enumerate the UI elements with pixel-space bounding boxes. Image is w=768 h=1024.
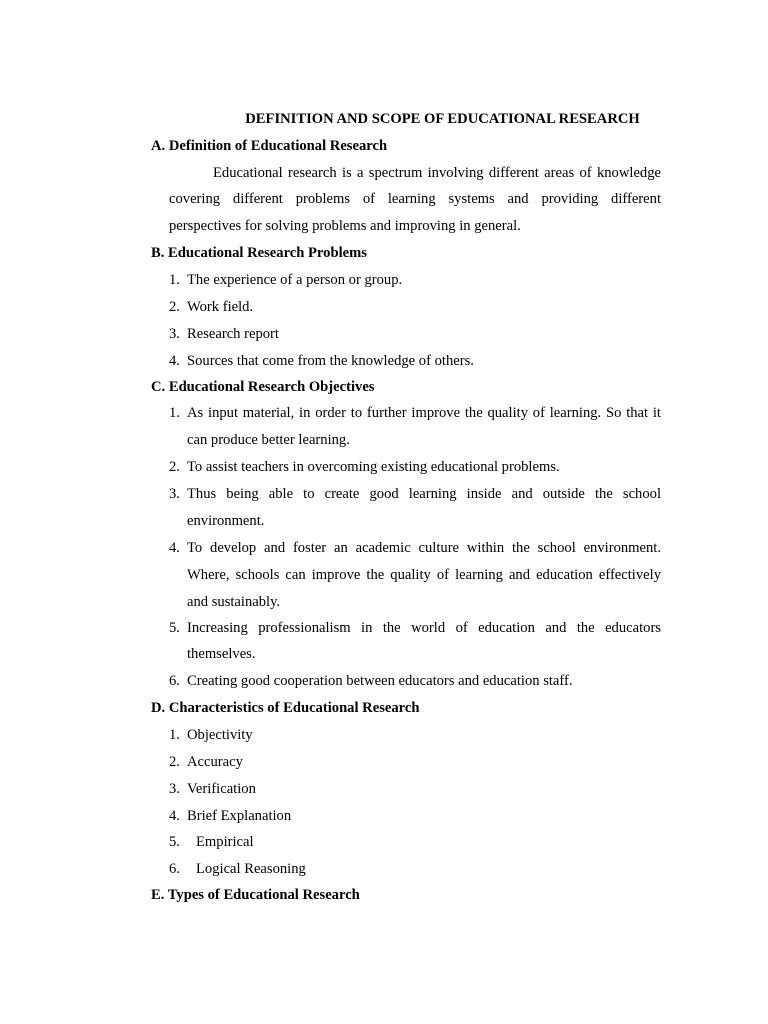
- list-item: To assist teachers in overcoming existing educational problems.: [187, 459, 560, 475]
- page-title: DEFINITION AND SCOPE OF EDUCATIONAL RESEARCH: [245, 111, 640, 127]
- list-item: Empirical: [196, 834, 254, 850]
- list-number: 5.: [169, 834, 180, 850]
- list-number: 6.: [169, 861, 180, 877]
- list-number: 2.: [169, 299, 180, 315]
- list-number: 1.: [169, 405, 180, 421]
- list-number: 6.: [169, 673, 180, 689]
- list-number: 4.: [169, 808, 180, 824]
- list-item: Brief Explanation: [187, 808, 292, 824]
- list-item: Work field.: [187, 299, 254, 315]
- list-number: 2.: [169, 754, 180, 770]
- list-item: Creating good cooperation between educators and education staff.: [187, 673, 573, 689]
- list-number: 1.: [169, 272, 180, 288]
- section-b-heading: B. Educational Research Problems: [151, 245, 367, 261]
- list-item-continuation: themselves.: [187, 646, 256, 662]
- list-number: 2.: [169, 459, 180, 475]
- list-item: Logical Reasoning: [196, 861, 306, 877]
- list-item-continuation: Where, schools can improve the quality of learning and education effectively: [187, 567, 661, 583]
- section-a-paragraph-line: perspectives for solving problems and improving in general.: [169, 218, 521, 234]
- list-number: 3.: [169, 486, 180, 502]
- list-item-continuation: environment.: [187, 513, 265, 529]
- section-e-heading: E. Types of Educational Research: [151, 887, 360, 903]
- list-number: 1.: [169, 727, 180, 743]
- list-item-continuation: can produce better learning.: [187, 432, 350, 448]
- list-item: Increasing professionalism in the world of education and the educators: [187, 620, 661, 636]
- list-item-continuation: and sustainably.: [187, 594, 281, 610]
- list-item: Thus being able to create good learning inside and outside the school: [187, 486, 661, 502]
- list-number: 4.: [169, 540, 180, 556]
- section-d-heading: D. Characteristics of Educational Research: [151, 700, 420, 716]
- list-item: To develop and foster an academic culture within the school environment.: [187, 540, 661, 556]
- list-item: The experience of a person or group.: [187, 272, 403, 288]
- list-item: Objectivity: [187, 727, 253, 743]
- list-item: Research report: [187, 326, 279, 342]
- section-a-heading: A. Definition of Educational Research: [151, 138, 388, 154]
- section-a-paragraph-line: Educational research is a spectrum involving different areas of knowledge: [213, 165, 661, 181]
- list-number: 5.: [169, 620, 180, 636]
- list-item: Verification: [187, 781, 256, 797]
- section-c-heading: C. Educational Research Objectives: [151, 379, 375, 395]
- section-a-paragraph-line: covering different problems of learning systems and providing different: [169, 191, 661, 207]
- list-number: 3.: [169, 781, 180, 797]
- list-item: As input material, in order to further improve the quality of learning. So that it: [187, 405, 661, 421]
- list-number: 3.: [169, 326, 180, 342]
- list-item: Sources that come from the knowledge of others.: [187, 353, 474, 369]
- list-item: Accuracy: [187, 754, 243, 770]
- list-number: 4.: [169, 353, 180, 369]
